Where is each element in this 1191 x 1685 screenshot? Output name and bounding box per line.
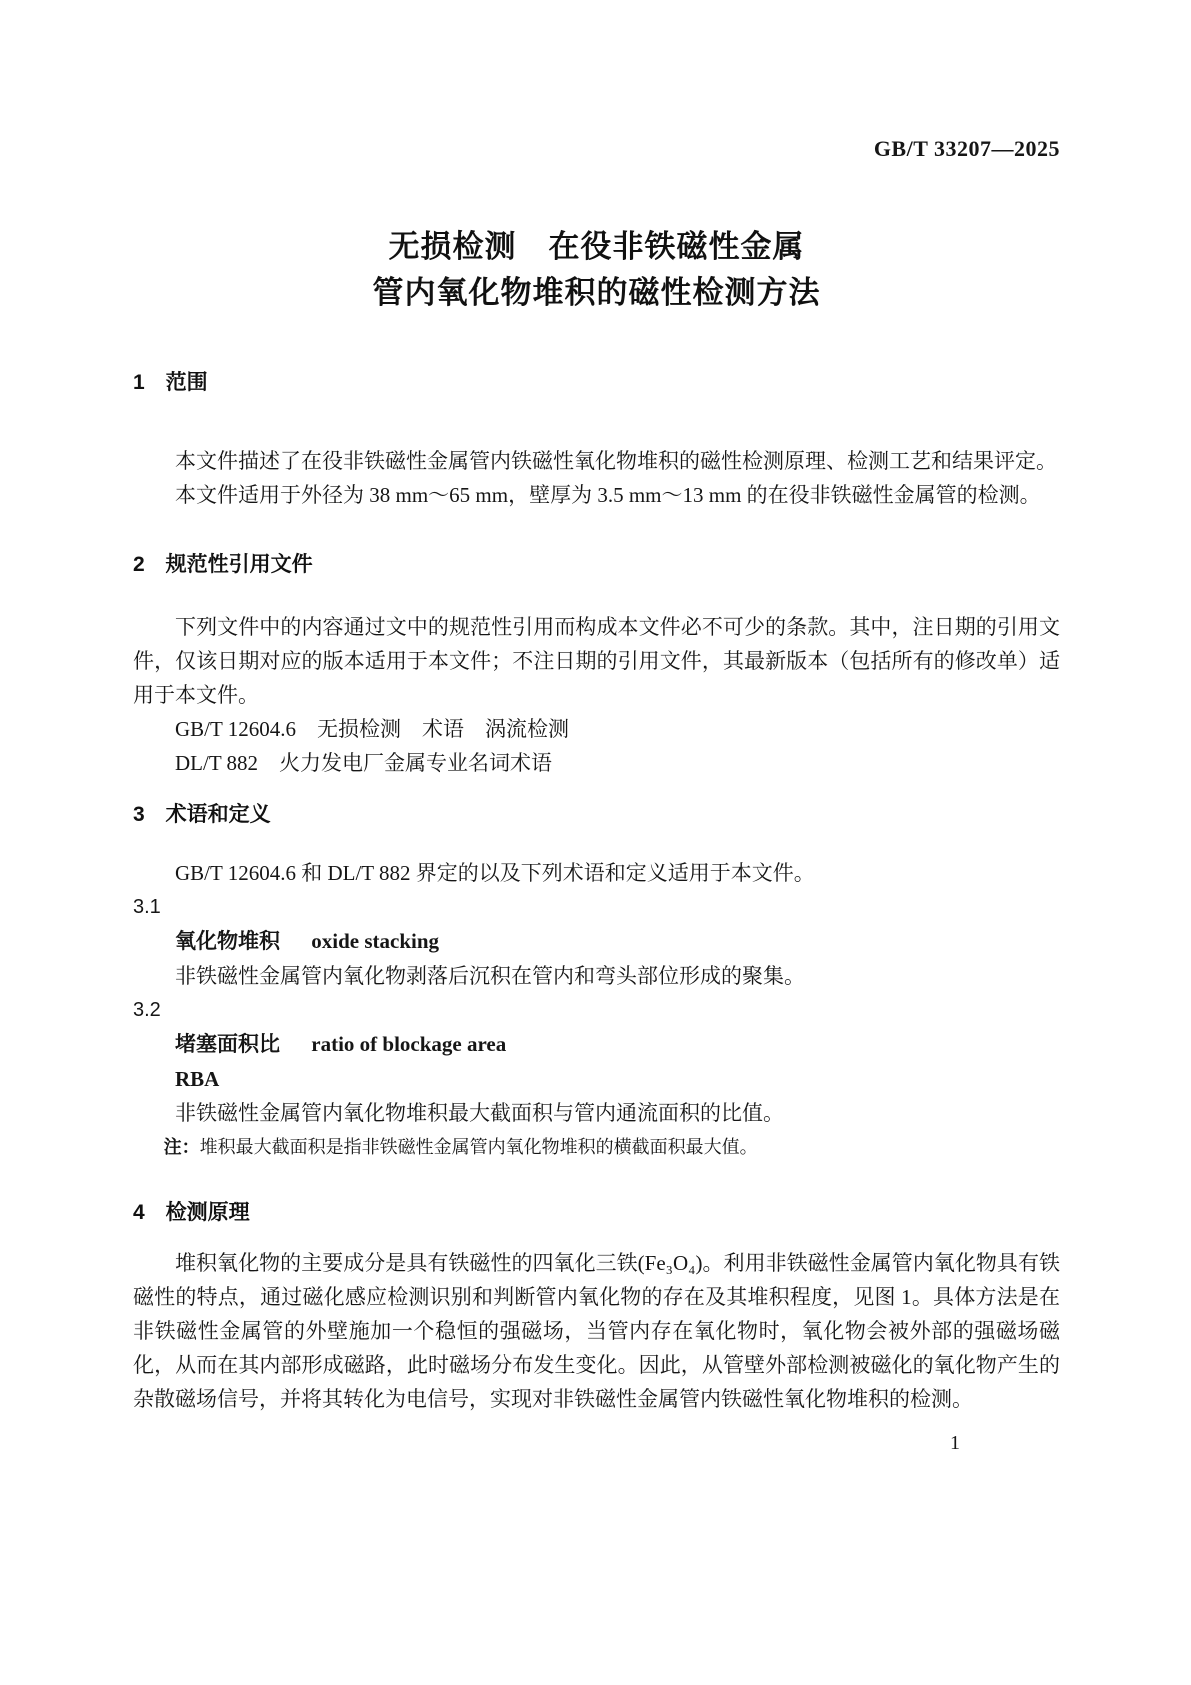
section-1-heading: 1 范围 [133,371,208,394]
term-note [133,1132,1060,1162]
section-normative-references [133,548,1060,780]
term-abbreviation: RBA [175,1067,220,1091]
section-terms-and-definitions [133,798,1060,1162]
scope-paragraph-2: 本文件适用于外径为 38 mm～65 mm，壁厚为 3.5 mm～13 mm 的在役非铁磁性金属管的检测。 [175,483,1041,507]
section-scope [133,366,1060,512]
term-definition: 非铁磁性金属管内氧化物剥落后沉积在管内和弯头部位形成的聚集。 [175,964,805,988]
document-title-line-2: 管内氧化物堆积的磁性检测方法 [372,275,821,310]
standard-number: GB/T 33207—2025 [873,136,1060,161]
section-detection-principle [133,1196,1060,1416]
term-title-line [133,1027,1060,1062]
term-clause-number: 3.1 [133,896,161,918]
term-name-zh: 堵塞面积比 [175,1033,280,1056]
reference-item: GB/T 12604.6 无损检测 术语 涡流检测 [175,717,569,741]
normative-references-intro: 下列文件中的内容通过文中的规范性引用而构成本文件必不可少的条款。其中，注日期的引用文件，仅该日期对应的版本适用于本文件；不注日期的引用文件，其最新版本（包括所有的修改单）适用于本文件。 [133,615,1060,707]
term-entry-3-1 [133,890,1060,993]
section-4-heading: 4 检测原理 [133,1201,250,1224]
terms-intro: GB/T 12604.6 和 DL/T 882 界定的以及下列术语和定义适用于本文件。 [175,861,815,885]
term-note-text: 堆积最大截面积是指非铁磁性金属管内氧化物堆积的横截面积最大值。 [199,1137,758,1157]
reference-item: DL/T 882 火力发电厂金属专业名词术语 [175,751,553,775]
section-3-heading: 3 术语和定义 [133,803,271,826]
term-clause-number: 3.2 [133,999,161,1021]
term-name-zh: 氧化物堆积 [175,930,280,953]
page-number: 1 [950,1432,960,1454]
document-title-line-1: 无损检测 在役非铁磁性金属 [388,229,805,264]
term-name-en: oxide stacking [311,929,440,953]
scope-paragraph-1: 本文件描述了在役非铁磁性金属管内铁磁性氧化物堆积的磁性检测原理、检测工艺和结果评定。 [175,449,1057,473]
term-definition: 非铁磁性金属管内氧化物堆积最大截面积与管内通流面积的比值。 [175,1101,784,1125]
detection-principle-paragraph: 堆积氧化物的主要成分是具有铁磁性的四氧化三铁(Fe₃O₄)。利用非铁磁性金属管内氧化物具有铁磁性的特点，通过磁化感应检测识别和判断管内氧化物的存在及其堆积程度，见图 1。具体方法是在非铁磁性金属管的外壁施加一个稳恒的强磁场，当管内存在氧化物时，氧化物会被外部的强磁场磁化，从而在其内部形成磁路，此时磁场分布发生变化。因此，从管壁外部检测被磁化的氧化物产生的杂散磁场信号，并将其转化为电信号，实现对非铁磁性金属管内铁磁性氧化物堆积的检测。 [133,1251,1060,1411]
document-title [133,224,1060,316]
term-title-line [133,924,1060,959]
term-note-label: 注： [163,1137,200,1157]
section-2-heading: 2 规范性引用文件 [133,553,313,576]
term-entry-3-2 [133,993,1060,1162]
term-name-en: ratio of blockage area [311,1032,507,1056]
